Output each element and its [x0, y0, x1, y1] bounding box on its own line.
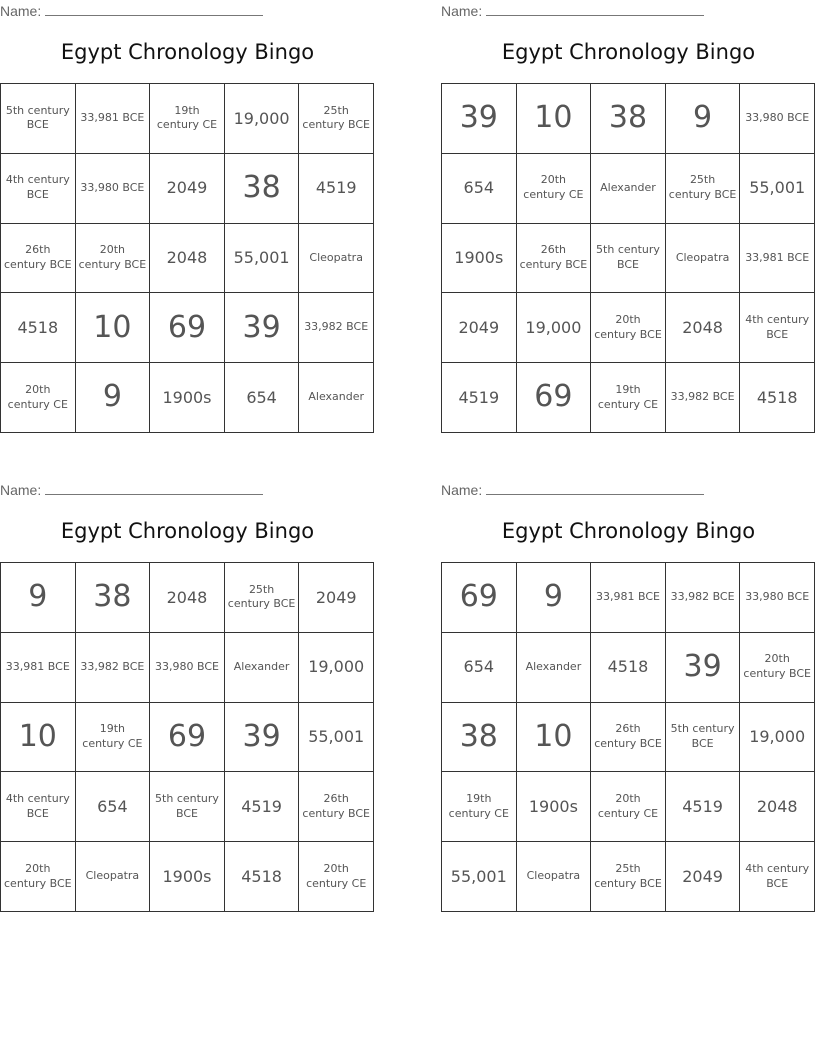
bingo-cell: 10	[1, 703, 76, 773]
bingo-cell: 4519	[442, 363, 517, 433]
bingo-cell: 1900s	[150, 842, 225, 912]
bingo-cell: 5th century BCE	[666, 703, 741, 773]
bingo-cell: 2049	[442, 293, 517, 363]
bingo-grid	[441, 83, 815, 433]
bingo-cell: 20th century BCE	[591, 293, 666, 363]
bingo-cell: 4th century BCE	[1, 154, 76, 224]
bingo-cell: 19,000	[299, 633, 374, 703]
bingo-cell: 4th century BCE	[740, 842, 815, 912]
bingo-cell: 20th century CE	[517, 154, 592, 224]
bingo-cell: 55,001	[299, 703, 374, 773]
bingo-cell: 2048	[666, 293, 741, 363]
bingo-cell: 4th century BCE	[1, 772, 76, 842]
name-field[interactable]	[441, 481, 704, 498]
bingo-cell: 33,981 BCE	[740, 224, 815, 294]
bingo-cell: 33,980 BCE	[740, 84, 815, 154]
bingo-cell: 19th century CE	[442, 772, 517, 842]
name-field[interactable]	[0, 481, 263, 498]
bingo-cell: Alexander	[591, 154, 666, 224]
bingo-cell: 9	[517, 563, 592, 633]
bingo-cell: 19th century CE	[76, 703, 151, 773]
bingo-cell: 9	[76, 363, 151, 433]
bingo-cell: 38	[442, 703, 517, 773]
bingo-cell: 26th century BCE	[299, 772, 374, 842]
bingo-cell: 39	[225, 293, 300, 363]
bingo-cell: 10	[76, 293, 151, 363]
bingo-cell: 25th century BCE	[299, 84, 374, 154]
bingo-cell: 69	[150, 703, 225, 773]
bingo-cell: 19th century CE	[150, 84, 225, 154]
bingo-cell: 20th century CE	[591, 772, 666, 842]
bingo-cell: 19,000	[740, 703, 815, 773]
name-blank-line[interactable]	[45, 481, 263, 495]
bingo-cell: 1900s	[442, 224, 517, 294]
bingo-cell: 69	[150, 293, 225, 363]
bingo-grid	[0, 83, 374, 433]
bingo-cell: 5th century BCE	[150, 772, 225, 842]
bingo-cell: Alexander	[299, 363, 374, 433]
name-blank-line[interactable]	[45, 2, 263, 16]
bingo-cell: 2048	[740, 772, 815, 842]
bingo-cell: 654	[442, 154, 517, 224]
bingo-cell: 2048	[150, 224, 225, 294]
bingo-cell: 38	[225, 154, 300, 224]
bingo-cell: 20th century BCE	[76, 224, 151, 294]
bingo-cell: 4519	[666, 772, 741, 842]
name-field[interactable]	[441, 2, 704, 19]
bingo-cell: 9	[666, 84, 741, 154]
bingo-grid	[441, 562, 815, 912]
bingo-cell: Cleopatra	[517, 842, 592, 912]
name-label: Name:	[441, 482, 483, 498]
card-title: Egypt Chronology Bingo	[501, 40, 756, 64]
bingo-cell: Alexander	[517, 633, 592, 703]
bingo-cell: 33,980 BCE	[740, 563, 815, 633]
bingo-cell: 20th century CE	[299, 842, 374, 912]
bingo-cell: 33,981 BCE	[76, 84, 151, 154]
bingo-cell: 4518	[1, 293, 76, 363]
name-label: Name:	[0, 3, 42, 19]
bingo-cell: 55,001	[740, 154, 815, 224]
bingo-cell: 33,981 BCE	[1, 633, 76, 703]
bingo-cell: 33,981 BCE	[591, 563, 666, 633]
bingo-cell: 38	[76, 563, 151, 633]
bingo-grid	[0, 562, 374, 912]
bingo-cell: Cleopatra	[299, 224, 374, 294]
card-title: Egypt Chronology Bingo	[60, 40, 315, 64]
bingo-cell: 1900s	[517, 772, 592, 842]
bingo-cell: 10	[517, 84, 592, 154]
name-label: Name:	[0, 482, 42, 498]
bingo-cell: 654	[225, 363, 300, 433]
bingo-cell: 1900s	[150, 363, 225, 433]
bingo-cell: 2049	[150, 154, 225, 224]
bingo-cell: Cleopatra	[666, 224, 741, 294]
bingo-cell: 33,982 BCE	[666, 363, 741, 433]
bingo-cell: 2049	[666, 842, 741, 912]
bingo-cell: 33,982 BCE	[666, 563, 741, 633]
bingo-cell: 38	[591, 84, 666, 154]
bingo-cell: 33,982 BCE	[76, 633, 151, 703]
bingo-cell: 654	[76, 772, 151, 842]
bingo-cell: 9	[1, 563, 76, 633]
bingo-cell: 654	[442, 633, 517, 703]
bingo-cell: 26th century BCE	[591, 703, 666, 773]
bingo-cell: 26th century BCE	[1, 224, 76, 294]
bingo-cell: 69	[517, 363, 592, 433]
bingo-cell: 4th century BCE	[740, 293, 815, 363]
card-title: Egypt Chronology Bingo	[501, 519, 756, 543]
bingo-cell: Cleopatra	[76, 842, 151, 912]
bingo-cell: 25th century BCE	[591, 842, 666, 912]
bingo-cell: 55,001	[442, 842, 517, 912]
bingo-cell: 25th century BCE	[225, 563, 300, 633]
bingo-cell: 10	[517, 703, 592, 773]
bingo-cell: 39	[442, 84, 517, 154]
bingo-cell: 33,980 BCE	[150, 633, 225, 703]
bingo-cell: 19,000	[517, 293, 592, 363]
bingo-cell: 33,982 BCE	[299, 293, 374, 363]
bingo-cell: 5th century BCE	[1, 84, 76, 154]
bingo-cell: 20th century BCE	[740, 633, 815, 703]
bingo-cell: 19th century CE	[591, 363, 666, 433]
bingo-cell: 25th century BCE	[666, 154, 741, 224]
name-blank-line[interactable]	[486, 481, 704, 495]
bingo-cell: 69	[442, 563, 517, 633]
bingo-cell: Alexander	[225, 633, 300, 703]
bingo-cell: 4519	[225, 772, 300, 842]
bingo-cell: 2048	[150, 563, 225, 633]
bingo-cell: 4518	[591, 633, 666, 703]
bingo-cell: 26th century BCE	[517, 224, 592, 294]
bingo-cell: 19,000	[225, 84, 300, 154]
name-label: Name:	[441, 3, 483, 19]
bingo-cell: 4519	[299, 154, 374, 224]
bingo-cell: 4518	[225, 842, 300, 912]
bingo-cell: 5th century BCE	[591, 224, 666, 294]
card-title: Egypt Chronology Bingo	[60, 519, 315, 543]
bingo-cell: 2049	[299, 563, 374, 633]
bingo-cell: 33,980 BCE	[76, 154, 151, 224]
bingo-cell: 39	[225, 703, 300, 773]
bingo-cell: 55,001	[225, 224, 300, 294]
bingo-cell: 20th century BCE	[1, 842, 76, 912]
bingo-cell: 39	[666, 633, 741, 703]
name-blank-line[interactable]	[486, 2, 704, 16]
bingo-cell: 4518	[740, 363, 815, 433]
name-field[interactable]	[0, 2, 263, 19]
bingo-cell: 20th century CE	[1, 363, 76, 433]
